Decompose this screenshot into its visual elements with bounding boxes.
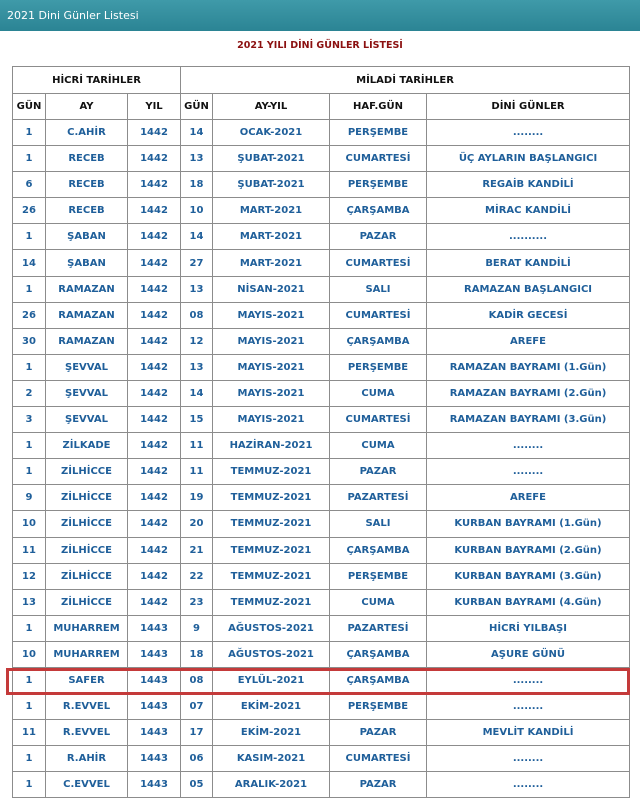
cell-hicri-month: ZİLKADE: [46, 433, 128, 459]
cell-miladi-day: 08: [181, 302, 213, 328]
cell-hicri-month: R.EVVEL: [46, 720, 128, 746]
table-row: [13, 772, 630, 798]
cell-hicri-day: 1: [13, 354, 46, 380]
cell-miladi-month-year: EKİM-2021: [213, 720, 330, 746]
religious-days-table: [12, 66, 630, 798]
cell-hicri-month: ŞABAN: [46, 250, 128, 276]
cell-miladi-month-year: TEMMUZ-2021: [213, 485, 330, 511]
cell-miladi-month-year: EYLÜL-2021: [213, 667, 330, 693]
cell-weekday: ÇARŞAMBA: [330, 667, 427, 693]
cell-miladi-day: 21: [181, 537, 213, 563]
cell-hicri-month: RAMAZAN: [46, 302, 128, 328]
cell-hicri-month: ZİLHİCCE: [46, 563, 128, 589]
cell-hicri-year: 1442: [128, 224, 181, 250]
cell-miladi-day: 11: [181, 433, 213, 459]
cell-religious-day: ........: [427, 746, 630, 772]
cell-hicri-month: ŞEVVAL: [46, 407, 128, 433]
cell-hicri-year: 1443: [128, 720, 181, 746]
cell-miladi-month-year: MAYIS-2021: [213, 354, 330, 380]
cell-religious-day: RAMAZAN BAYRAMI (1.Gün): [427, 354, 630, 380]
cell-hicri-month: SAFER: [46, 667, 128, 693]
cell-weekday: ÇARŞAMBA: [330, 198, 427, 224]
cell-religious-day: BERAT KANDİLİ: [427, 250, 630, 276]
cell-miladi-day: 9: [181, 615, 213, 641]
cell-religious-day: ÜÇ AYLARIN BAŞLANGICI: [427, 146, 630, 172]
cell-hicri-year: 1443: [128, 772, 181, 798]
cell-weekday: CUMARTESİ: [330, 250, 427, 276]
religious-days-table-wrap: [12, 66, 629, 798]
cell-hicri-year: 1442: [128, 276, 181, 302]
cell-hicri-day: 10: [13, 641, 46, 667]
cell-hicri-day: 3: [13, 407, 46, 433]
cell-miladi-month-year: MART-2021: [213, 250, 330, 276]
cell-hicri-day: 12: [13, 563, 46, 589]
cell-hicri-year: 1443: [128, 746, 181, 772]
cell-miladi-month-year: MAYIS-2021: [213, 302, 330, 328]
cell-hicri-year: 1442: [128, 146, 181, 172]
cell-hicri-year: 1442: [128, 563, 181, 589]
cell-religious-day: AŞURE GÜNÜ: [427, 641, 630, 667]
col-header-hicri-year: YIL: [128, 94, 181, 120]
cell-religious-day: MİRAC KANDİLİ: [427, 198, 630, 224]
cell-weekday: CUMA: [330, 380, 427, 406]
cell-hicri-day: 10: [13, 511, 46, 537]
cell-hicri-year: 1443: [128, 615, 181, 641]
cell-hicri-day: 1: [13, 615, 46, 641]
cell-miladi-day: 22: [181, 563, 213, 589]
cell-weekday: PAZAR: [330, 459, 427, 485]
cell-miladi-day: 13: [181, 354, 213, 380]
cell-religious-day: HİCRİ YILBAŞI: [427, 615, 630, 641]
cell-miladi-day: 27: [181, 250, 213, 276]
cell-religious-day: ........: [427, 433, 630, 459]
table-row: [13, 459, 630, 485]
table-row: [13, 720, 630, 746]
cell-miladi-month-year: TEMMUZ-2021: [213, 511, 330, 537]
table-row: [13, 511, 630, 537]
cell-miladi-day: 06: [181, 746, 213, 772]
cell-hicri-day: 1: [13, 146, 46, 172]
cell-weekday: SALI: [330, 511, 427, 537]
cell-hicri-day: 11: [13, 537, 46, 563]
table-row: [13, 433, 630, 459]
cell-hicri-day: 1: [13, 667, 46, 693]
cell-miladi-day: 14: [181, 380, 213, 406]
cell-miladi-month-year: ARALIK-2021: [213, 772, 330, 798]
cell-hicri-day: 14: [13, 250, 46, 276]
cell-hicri-month: MUHARREM: [46, 641, 128, 667]
cell-hicri-year: 1442: [128, 354, 181, 380]
cell-hicri-year: 1442: [128, 328, 181, 354]
cell-weekday: SALI: [330, 276, 427, 302]
cell-hicri-year: 1442: [128, 172, 181, 198]
cell-hicri-year: 1442: [128, 120, 181, 146]
cell-miladi-month-year: MAYIS-2021: [213, 380, 330, 406]
cell-hicri-month: ZİLHİCCE: [46, 537, 128, 563]
cell-hicri-month: RAMAZAN: [46, 328, 128, 354]
cell-hicri-day: 30: [13, 328, 46, 354]
cell-weekday: CUMA: [330, 589, 427, 615]
cell-hicri-year: 1442: [128, 459, 181, 485]
cell-religious-day: ........: [427, 459, 630, 485]
col-header-miladi-day: GÜN: [181, 94, 213, 120]
cell-hicri-day: 13: [13, 589, 46, 615]
table-row: [13, 172, 630, 198]
cell-religious-day: KURBAN BAYRAMI (3.Gün): [427, 563, 630, 589]
table-row: [13, 328, 630, 354]
cell-weekday: ÇARŞAMBA: [330, 641, 427, 667]
table-row: [13, 563, 630, 589]
cell-religious-day: REGAİB KANDİLİ: [427, 172, 630, 198]
cell-religious-day: AREFE: [427, 485, 630, 511]
cell-miladi-month-year: MAYIS-2021: [213, 407, 330, 433]
cell-miladi-month-year: EKİM-2021: [213, 694, 330, 720]
cell-hicri-year: 1442: [128, 433, 181, 459]
table-row: [13, 198, 630, 224]
cell-miladi-month-year: MAYIS-2021: [213, 328, 330, 354]
cell-hicri-year: 1442: [128, 302, 181, 328]
cell-weekday: PAZAR: [330, 772, 427, 798]
cell-religious-day: ........: [427, 667, 630, 693]
cell-religious-day: KURBAN BAYRAMI (4.Gün): [427, 589, 630, 615]
cell-miladi-month-year: ŞUBAT-2021: [213, 172, 330, 198]
cell-hicri-day: 26: [13, 302, 46, 328]
cell-miladi-day: 10: [181, 198, 213, 224]
table-row: [13, 302, 630, 328]
cell-religious-day: KADİR GECESİ: [427, 302, 630, 328]
cell-hicri-month: C.AHİR: [46, 120, 128, 146]
cell-hicri-year: 1442: [128, 380, 181, 406]
table-row: [13, 641, 630, 667]
table-row: [13, 537, 630, 563]
table-row: [13, 589, 630, 615]
cell-religious-day: ........: [427, 694, 630, 720]
cell-weekday: CUMARTESİ: [330, 146, 427, 172]
cell-miladi-day: 18: [181, 641, 213, 667]
cell-hicri-year: 1442: [128, 511, 181, 537]
cell-hicri-day: 9: [13, 485, 46, 511]
table-row: [13, 485, 630, 511]
cell-weekday: CUMARTESİ: [330, 407, 427, 433]
cell-miladi-month-year: AĞUSTOS-2021: [213, 615, 330, 641]
cell-miladi-month-year: ŞUBAT-2021: [213, 146, 330, 172]
table-row: [13, 276, 630, 302]
cell-hicri-month: ZİLHİCCE: [46, 511, 128, 537]
cell-weekday: PAZARTESİ: [330, 615, 427, 641]
cell-weekday: CUMARTESİ: [330, 302, 427, 328]
cell-religious-day: ........: [427, 120, 630, 146]
cell-miladi-month-year: TEMMUZ-2021: [213, 537, 330, 563]
table-row: [13, 407, 630, 433]
cell-hicri-day: 1: [13, 459, 46, 485]
table-row: [13, 250, 630, 276]
table-row: [13, 120, 630, 146]
cell-miladi-day: 13: [181, 276, 213, 302]
window-title: 2021 Dini Günler Listesi: [7, 9, 139, 22]
table-row: [13, 694, 630, 720]
cell-hicri-day: 1: [13, 694, 46, 720]
cell-miladi-month-year: OCAK-2021: [213, 120, 330, 146]
cell-weekday: PAZARTESİ: [330, 485, 427, 511]
col-header-hicri-day: GÜN: [13, 94, 46, 120]
cell-miladi-month-year: AĞUSTOS-2021: [213, 641, 330, 667]
cell-weekday: PAZAR: [330, 720, 427, 746]
cell-hicri-month: RECEB: [46, 198, 128, 224]
cell-miladi-day: 15: [181, 407, 213, 433]
cell-hicri-year: 1442: [128, 589, 181, 615]
cell-hicri-day: 1: [13, 772, 46, 798]
cell-religious-day: KURBAN BAYRAMI (2.Gün): [427, 537, 630, 563]
cell-weekday: ÇARŞAMBA: [330, 537, 427, 563]
cell-hicri-day: 11: [13, 720, 46, 746]
cell-miladi-month-year: NİSAN-2021: [213, 276, 330, 302]
cell-hicri-year: 1442: [128, 537, 181, 563]
cell-hicri-day: 1: [13, 276, 46, 302]
cell-miladi-day: 14: [181, 120, 213, 146]
cell-hicri-month: ZİLHİCCE: [46, 485, 128, 511]
cell-hicri-month: ŞEVVAL: [46, 380, 128, 406]
cell-weekday: PERŞEMBE: [330, 694, 427, 720]
group-header-hicri: HİCRİ TARİHLER: [13, 67, 181, 94]
cell-miladi-day: 14: [181, 224, 213, 250]
cell-religious-day: ..........: [427, 224, 630, 250]
cell-hicri-day: 1: [13, 746, 46, 772]
cell-hicri-month: ŞABAN: [46, 224, 128, 250]
cell-hicri-year: 1442: [128, 198, 181, 224]
table-row: [13, 615, 630, 641]
cell-hicri-month: RAMAZAN: [46, 276, 128, 302]
cell-weekday: PAZAR: [330, 224, 427, 250]
window-titlebar: [0, 0, 640, 31]
col-header-hicri-month: AY: [46, 94, 128, 120]
cell-hicri-month: RECEB: [46, 146, 128, 172]
cell-hicri-month: R.EVVEL: [46, 694, 128, 720]
cell-hicri-day: 26: [13, 198, 46, 224]
cell-miladi-month-year: MART-2021: [213, 224, 330, 250]
cell-hicri-month: C.EVVEL: [46, 772, 128, 798]
cell-miladi-day: 12: [181, 328, 213, 354]
cell-hicri-month: MUHARREM: [46, 615, 128, 641]
cell-weekday: ÇARŞAMBA: [330, 328, 427, 354]
cell-weekday: PERŞEMBE: [330, 120, 427, 146]
cell-miladi-day: 11: [181, 459, 213, 485]
cell-religious-day: MEVLİT KANDİLİ: [427, 720, 630, 746]
cell-hicri-year: 1443: [128, 641, 181, 667]
col-header-miladi-month-year: AY-YIL: [213, 94, 330, 120]
cell-miladi-day: 17: [181, 720, 213, 746]
cell-miladi-day: 05: [181, 772, 213, 798]
cell-miladi-month-year: TEMMUZ-2021: [213, 563, 330, 589]
cell-miladi-month-year: HAZİRAN-2021: [213, 433, 330, 459]
cell-miladi-month-year: KASIM-2021: [213, 746, 330, 772]
cell-religious-day: ........: [427, 772, 630, 798]
cell-miladi-month-year: TEMMUZ-2021: [213, 589, 330, 615]
col-header-religious-day: DİNİ GÜNLER: [427, 94, 630, 120]
group-header-miladi: MİLADİ TARİHLER: [181, 67, 630, 94]
cell-hicri-day: 1: [13, 224, 46, 250]
cell-hicri-day: 6: [13, 172, 46, 198]
cell-hicri-month: ZİLHİCCE: [46, 459, 128, 485]
cell-weekday: CUMA: [330, 433, 427, 459]
table-row: [13, 380, 630, 406]
cell-hicri-year: 1442: [128, 485, 181, 511]
cell-hicri-day: 1: [13, 433, 46, 459]
table-row: [13, 224, 630, 250]
cell-religious-day: RAMAZAN BAŞLANGICI: [427, 276, 630, 302]
cell-hicri-month: RECEB: [46, 172, 128, 198]
cell-weekday: CUMARTESİ: [330, 746, 427, 772]
cell-hicri-day: 2: [13, 380, 46, 406]
cell-religious-day: AREFE: [427, 328, 630, 354]
col-header-weekday: HAF.GÜN: [330, 94, 427, 120]
table-row: [13, 146, 630, 172]
table-row: [13, 667, 630, 693]
cell-hicri-month: ZİLHİCCE: [46, 589, 128, 615]
cell-religious-day: RAMAZAN BAYRAMI (3.Gün): [427, 407, 630, 433]
cell-miladi-day: 13: [181, 146, 213, 172]
page-heading: 2021 YILI DİNİ GÜNLER LİSTESİ: [237, 40, 403, 51]
cell-weekday: PERŞEMBE: [330, 563, 427, 589]
cell-religious-day: KURBAN BAYRAMI (1.Gün): [427, 511, 630, 537]
cell-hicri-year: 1442: [128, 250, 181, 276]
cell-weekday: PERŞEMBE: [330, 354, 427, 380]
table-row: [13, 354, 630, 380]
cell-hicri-month: ŞEVVAL: [46, 354, 128, 380]
table-row: [13, 746, 630, 772]
cell-hicri-day: 1: [13, 120, 46, 146]
cell-hicri-year: 1443: [128, 694, 181, 720]
cell-weekday: PERŞEMBE: [330, 172, 427, 198]
cell-religious-day: RAMAZAN BAYRAMI (2.Gün): [427, 380, 630, 406]
cell-miladi-month-year: TEMMUZ-2021: [213, 459, 330, 485]
table-body: [13, 120, 630, 798]
cell-miladi-month-year: MART-2021: [213, 198, 330, 224]
cell-hicri-year: 1443: [128, 667, 181, 693]
cell-miladi-day: 18: [181, 172, 213, 198]
cell-miladi-day: 07: [181, 694, 213, 720]
cell-miladi-day: 08: [181, 667, 213, 693]
cell-hicri-month: R.AHİR: [46, 746, 128, 772]
cell-miladi-day: 19: [181, 485, 213, 511]
cell-miladi-day: 23: [181, 589, 213, 615]
cell-miladi-day: 20: [181, 511, 213, 537]
cell-hicri-year: 1442: [128, 407, 181, 433]
